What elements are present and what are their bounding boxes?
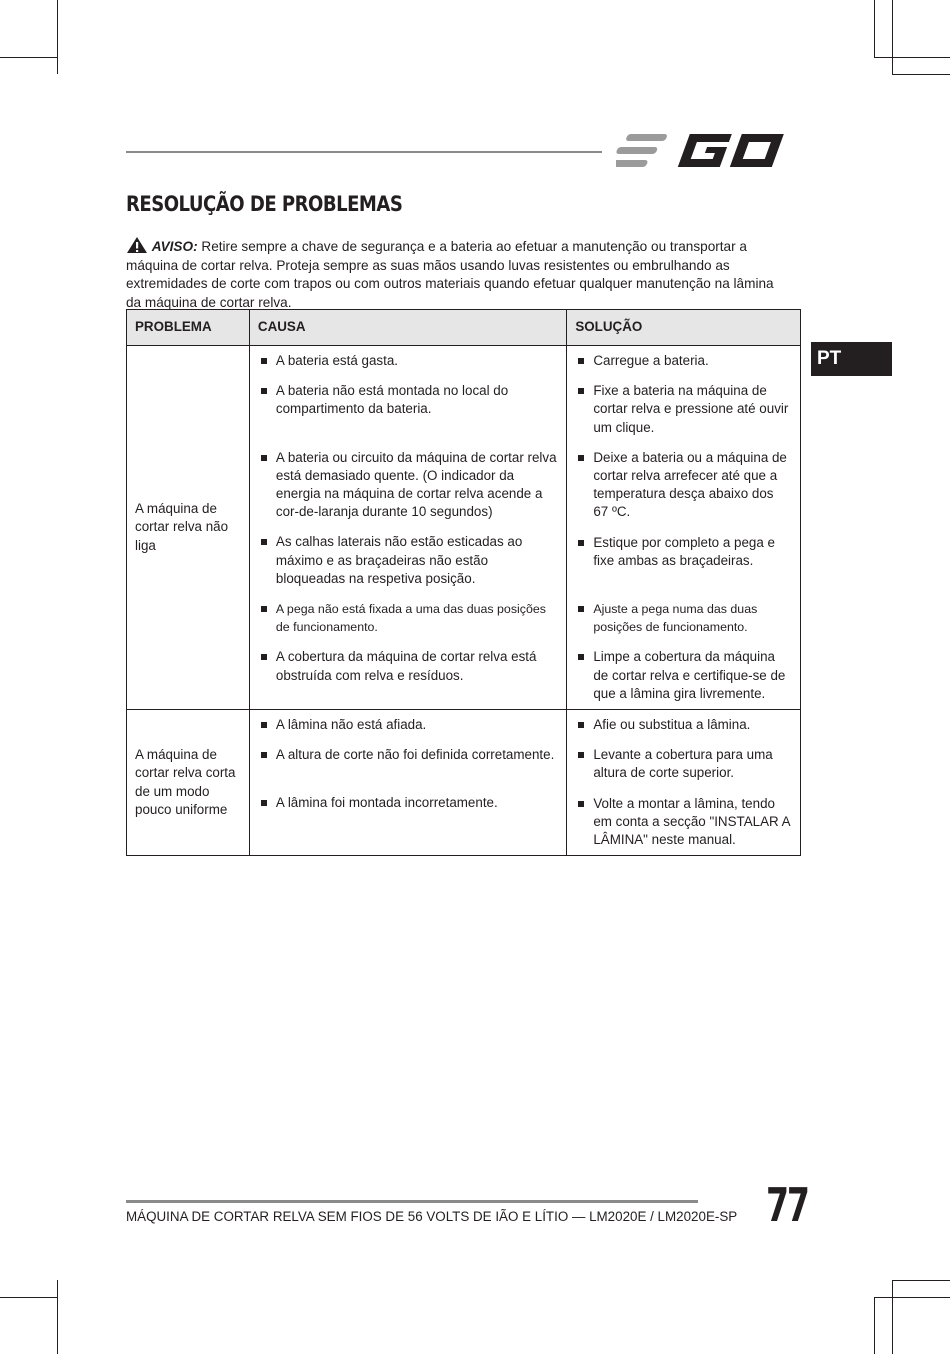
crop-mark (892, 1280, 893, 1354)
solution-item: Volte a montar a lâmina, tendo em conta a secção "INSTALAR A LÂMINA" neste manual. (577, 795, 792, 850)
cause-item: A pega não está fixada a uma das duas posições de funcionamento. (260, 600, 558, 636)
crop-mark (892, 1280, 950, 1281)
crop-mark (0, 1297, 57, 1298)
cause-item: A bateria não está montada no local do compartimento da bateria. (260, 382, 558, 418)
table-header-row (127, 310, 801, 346)
solution-item: Fixe a bateria na máquina de cortar relva e pressione até ouvir um clique. (577, 382, 792, 437)
crop-mark (874, 0, 875, 57)
ego-logo (616, 128, 802, 174)
column-header-solution: SOLUÇÃO (567, 310, 801, 346)
crop-mark (874, 57, 950, 58)
page-title: RESOLUÇÃO DE PROBLEMAS (126, 192, 403, 216)
cause-item: A cobertura da máquina de cortar relva está obstruída com relva e resíduos. (260, 648, 558, 684)
solution-item: Ajuste a pega numa das duas posições de funcionamento. (577, 600, 792, 636)
solution-item: Deixe a bateria ou a máquina de cortar relva arrefecer até que a temperatura desça abaixo dos 67 ºC. (577, 449, 792, 522)
crop-mark (57, 1280, 58, 1354)
cause-item: A lâmina não está afiada. (260, 716, 558, 734)
crop-mark (892, 74, 950, 75)
cause-item: A bateria ou circuito da máquina de cortar relva está demasiado quente. (O indicador da energia na máquina de cortar relva acende a cor-de-laranja durante 10 segundos) (260, 449, 558, 522)
column-header-cause: CAUSA (249, 310, 566, 346)
crop-mark (892, 0, 893, 74)
solution-item: Levante a cobertura para uma altura de corte superior. (577, 746, 792, 782)
cause-cell (249, 710, 566, 856)
solution-item: Carregue a bateria. (577, 352, 792, 370)
troubleshooting-table (126, 309, 801, 856)
language-tab: PT (811, 342, 892, 376)
solution-cell (567, 346, 801, 710)
warning-label: AVISO: (151, 239, 198, 254)
footer-rule (126, 1200, 698, 1203)
header-rule (126, 151, 602, 153)
cause-item: A lâmina foi montada incorretamente. (260, 794, 558, 812)
crop-mark (0, 57, 57, 58)
solution-item: Estique por completo a pega e fixe ambas as braçadeiras. (577, 534, 792, 570)
solution-item: Limpe a cobertura da máquina de cortar relva e certifique-se de que a lâmina gira livremente. (577, 648, 792, 703)
solution-cell (567, 710, 801, 856)
cause-cell (249, 346, 566, 710)
page-number: 77 (766, 1178, 808, 1232)
solution-item: Afie ou substitua a lâmina. (577, 716, 792, 734)
warning-text: Retire sempre a chave de segurança e a bateria ao efetuar a manutenção ou transportar a máquina de cortar relva. Proteja sempre as suas mãos usando luvas resistentes ou embrulhando as extremidades de corte com trapos ou com outros materiais quando efetuar qualquer manutenção na lâmina da máquina de cortar relva. (126, 239, 774, 310)
problem-cell: A máquina de cortar relva não liga (127, 346, 250, 710)
cause-item: A bateria está gasta. (260, 352, 558, 370)
warning-triangle-icon (126, 236, 148, 254)
warning-paragraph (126, 236, 786, 312)
footer-text: MÁQUINA DE CORTAR RELVA SEM FIOS DE 56 VOLTS DE IÃO E LÍTIO — LM2020E / LM2020E-SP (126, 1209, 738, 1224)
table-row (127, 710, 801, 856)
problem-cell: A máquina de cortar relva corta de um modo pouco uniforme (127, 710, 250, 856)
cause-item: A altura de corte não foi definida corretamente. (260, 746, 558, 764)
crop-mark (57, 0, 58, 74)
crop-mark (874, 1297, 875, 1354)
cause-item: As calhas laterais não estão esticadas ao máximo e as braçadeiras não estão bloqueadas na respetiva posição. (260, 533, 558, 588)
table-row (127, 346, 801, 710)
crop-mark (874, 1297, 950, 1298)
column-header-problem: PROBLEMA (127, 310, 250, 346)
